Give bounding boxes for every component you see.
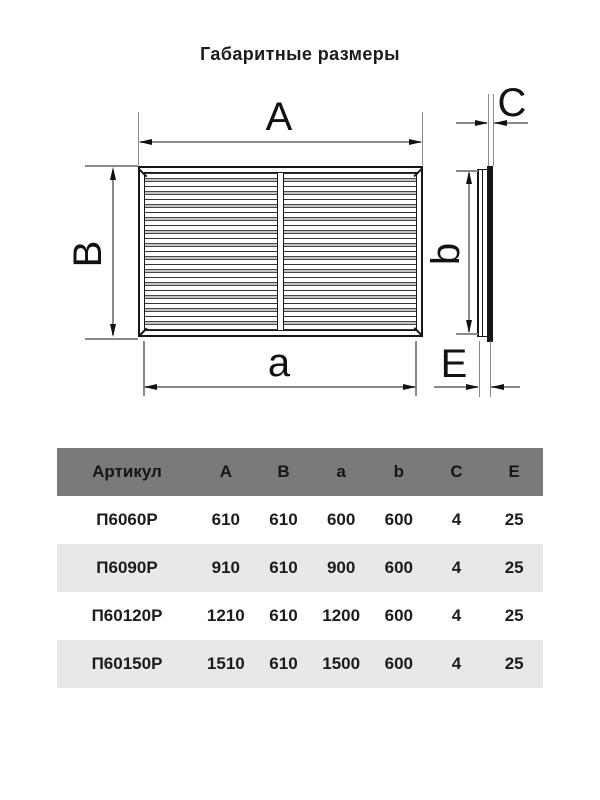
cell-article: П6060Р xyxy=(96,510,158,529)
cell-a: 1500 xyxy=(322,654,361,673)
cell-article: П6090Р xyxy=(96,558,158,577)
table-header-article: Артикул xyxy=(92,462,162,481)
cell-B: 610 xyxy=(269,510,298,529)
cell-E: 25 xyxy=(504,606,524,625)
cell-A: 1210 xyxy=(206,606,245,625)
cell-C: 4 xyxy=(451,606,462,625)
cell-E: 25 xyxy=(504,558,524,577)
dim-a-upper-arrow-left xyxy=(139,139,152,145)
cell-A: 1510 xyxy=(206,654,245,673)
dim-e-arrow-left xyxy=(466,384,479,390)
dim-c-ext-left xyxy=(488,94,489,166)
dim-b-upper-arrow-top xyxy=(110,167,116,180)
cell-b: 600 xyxy=(384,606,414,625)
cell-C: 4 xyxy=(451,558,462,577)
dim-a-lower-arrow-right xyxy=(403,384,416,390)
cell-b: 600 xyxy=(384,654,414,673)
dim-b-lower-line xyxy=(468,173,469,332)
dim-label-C: C xyxy=(497,81,527,125)
cell-article: П60120Р xyxy=(91,606,163,625)
page-title: Габаритные размеры xyxy=(200,44,400,64)
grille-side-flange xyxy=(487,166,494,342)
dim-a-lower-arrow-left xyxy=(144,384,157,390)
cell-b: 600 xyxy=(384,558,414,577)
table-header-E: E xyxy=(508,462,520,481)
dim-c-arrow-left xyxy=(475,120,488,126)
dim-b-upper-arrow-bottom xyxy=(110,324,116,337)
cell-B: 610 xyxy=(269,558,298,577)
cell-b: 600 xyxy=(384,510,414,529)
table-row xyxy=(57,592,543,640)
table-header-C: C xyxy=(450,462,463,481)
table-row xyxy=(57,544,543,592)
dim-label-a: a xyxy=(267,341,291,385)
cell-C: 4 xyxy=(451,654,462,673)
dim-b-upper-ext-bottom xyxy=(85,338,138,339)
table-header-A: A xyxy=(219,462,232,481)
table-header-B: B xyxy=(277,462,290,481)
cell-a: 600 xyxy=(326,510,356,529)
table-header-row xyxy=(57,448,543,496)
dim-label-b: b xyxy=(424,242,468,266)
cell-B: 610 xyxy=(269,654,298,673)
grille-side-body-line xyxy=(482,170,483,336)
dim-label-A: A xyxy=(265,95,293,139)
dim-label-B: B xyxy=(66,240,110,268)
cell-A: 910 xyxy=(211,558,241,577)
dim-a-lower-line xyxy=(145,386,415,387)
cell-a: 1200 xyxy=(322,606,361,625)
dim-a-upper-line xyxy=(140,141,421,142)
dim-b-lower-arrow-bottom xyxy=(466,320,472,333)
cell-B: 610 xyxy=(269,606,298,625)
cell-a: 900 xyxy=(326,558,356,577)
table-row xyxy=(57,496,543,544)
cell-A: 610 xyxy=(211,510,241,529)
cell-E: 25 xyxy=(504,510,524,529)
table-header-b: b xyxy=(393,462,405,481)
dim-b-lower-arrow-top xyxy=(466,171,472,184)
dim-e-arrow-right xyxy=(491,384,504,390)
dim-a-upper-arrow-right xyxy=(409,139,422,145)
dim-label-E: E xyxy=(440,342,468,386)
table-row xyxy=(57,640,543,688)
cell-E: 25 xyxy=(504,654,524,673)
dim-a-upper-ext-right xyxy=(422,112,423,165)
dim-b-lower-ext-bottom xyxy=(456,333,478,334)
dim-b-upper-line xyxy=(112,170,113,335)
table-header-a: a xyxy=(336,462,346,481)
cell-article: П60150Р xyxy=(91,654,163,673)
grille-center-divider xyxy=(277,173,284,330)
spec-table xyxy=(57,448,543,688)
cell-C: 4 xyxy=(451,510,462,529)
